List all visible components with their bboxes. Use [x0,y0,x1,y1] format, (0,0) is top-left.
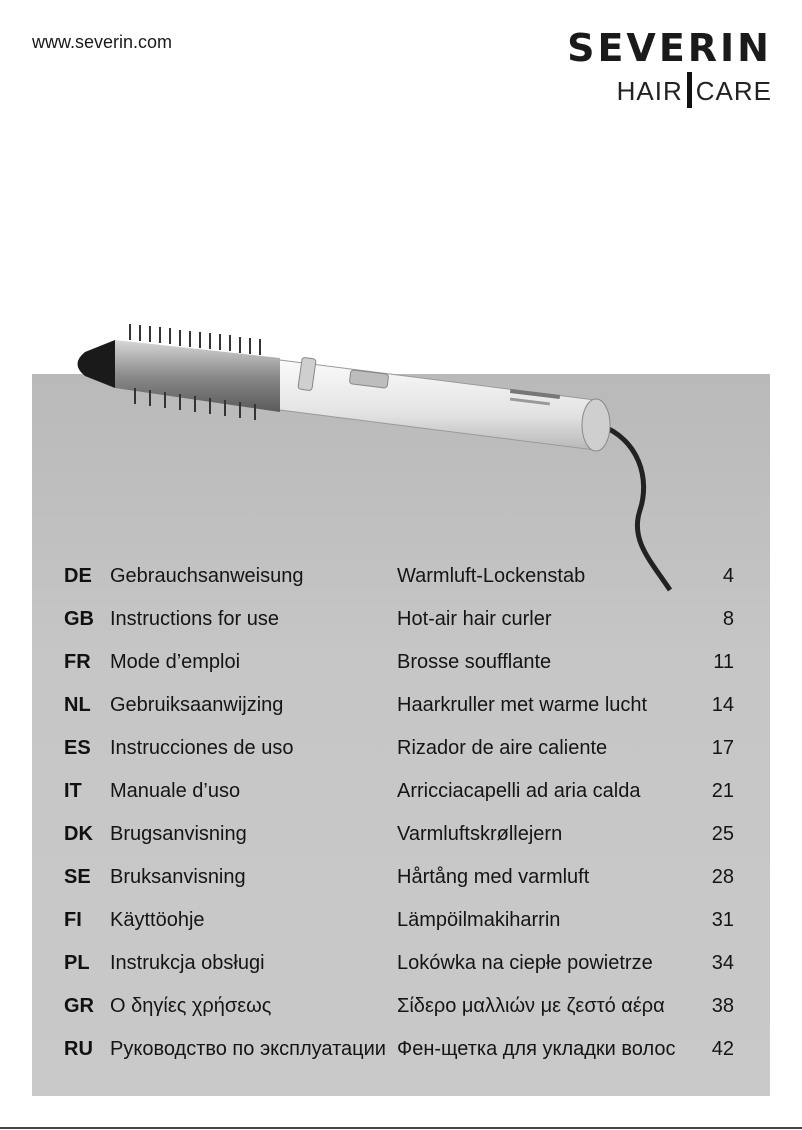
brand-subline [567,72,772,108]
brand-name: SEVERIN [567,26,772,70]
toc-row-gr[interactable] [32,985,770,1028]
toc-row-nl[interactable] [32,684,770,727]
language-code: RU [64,1038,93,1060]
toc-row-dk[interactable] [32,813,770,856]
product-title: Warmluft-Lockenstab [397,565,586,587]
manual-label: Instrukcja obsługi [110,952,265,974]
toc-row-it[interactable] [32,770,770,813]
manual-label: Manuale d’uso [110,780,241,802]
brand-sub-left: HAIR [616,76,683,106]
manual-label: Brugsanvisning [110,823,247,845]
manual-label: Instrucciones de uso [110,737,294,759]
language-code: ES [64,737,91,759]
product-title: Varmluftskrøllejern [397,823,563,845]
brand-divider [687,72,692,108]
product-title: Σίδερο μαλλιών με ζεστό αέρα [397,995,665,1017]
bottom-rule [0,1127,802,1129]
page-number: 14 [711,694,734,716]
manual-label: Руководство по эксплуатации [110,1038,386,1060]
page-number: 31 [711,909,734,931]
product-title: Rizador de aire caliente [397,737,608,759]
manual-label: Bruksanvisning [110,866,246,888]
page-number: 38 [711,995,734,1017]
brand-logo [567,28,772,108]
manual-label: Käyttöohje [110,909,205,931]
toc-row-se[interactable] [32,856,770,899]
language-code: IT [64,780,82,802]
manual-label: Gebruiksaanwijzing [110,694,284,716]
table-of-contents [32,555,770,1071]
language-code: PL [64,952,90,974]
website-url[interactable]: www.severin.com [32,32,173,52]
language-code: GR [64,995,94,1017]
language-code: NL [64,694,91,716]
toc-row-es[interactable] [32,727,770,770]
language-code: SE [64,866,91,888]
manual-label: Instructions for use [110,608,279,630]
brand-sub-right: CARE [695,76,772,106]
product-title: Arricciacapelli ad aria calda [397,780,641,802]
manual-label: Ο δηγίες χρήσεως [110,995,272,1017]
manual-label: Gebrauchsanweisung [110,565,304,587]
language-code: DK [64,823,93,845]
product-title: Lokówka na ciepłe powietrze [397,952,653,974]
language-code: DE [64,565,92,587]
toc-row-fi[interactable] [32,899,770,942]
product-title: Lämpöilmakiharrin [397,909,561,931]
page-number: 42 [711,1038,734,1060]
language-code: FI [64,909,82,931]
page-number: 4 [722,565,734,587]
product-title: Фен-щетка для укладки волос [397,1038,676,1060]
manual-label: Mode d’emploi [110,651,241,673]
language-code: FR [64,651,91,673]
page-number: 34 [711,952,734,974]
product-title: Hot-air hair curler [397,608,552,630]
toc-row-de[interactable] [32,555,770,598]
product-title: Brosse soufflante [397,651,552,673]
page-number: 25 [711,823,734,845]
page-number: 21 [711,780,734,802]
toc-row-fr[interactable] [32,641,770,684]
page-number: 28 [711,866,734,888]
page-number: 8 [722,608,734,630]
toc-row-pl[interactable] [32,942,770,985]
toc-row-gb[interactable] [32,598,770,641]
page-number: 11 [713,651,734,673]
language-code: GB [64,608,94,630]
page-number: 17 [711,737,734,759]
product-title: Haarkruller met warme lucht [397,694,648,716]
toc-row-ru[interactable] [32,1028,770,1071]
product-title: Hårtång med varmluft [397,866,590,888]
